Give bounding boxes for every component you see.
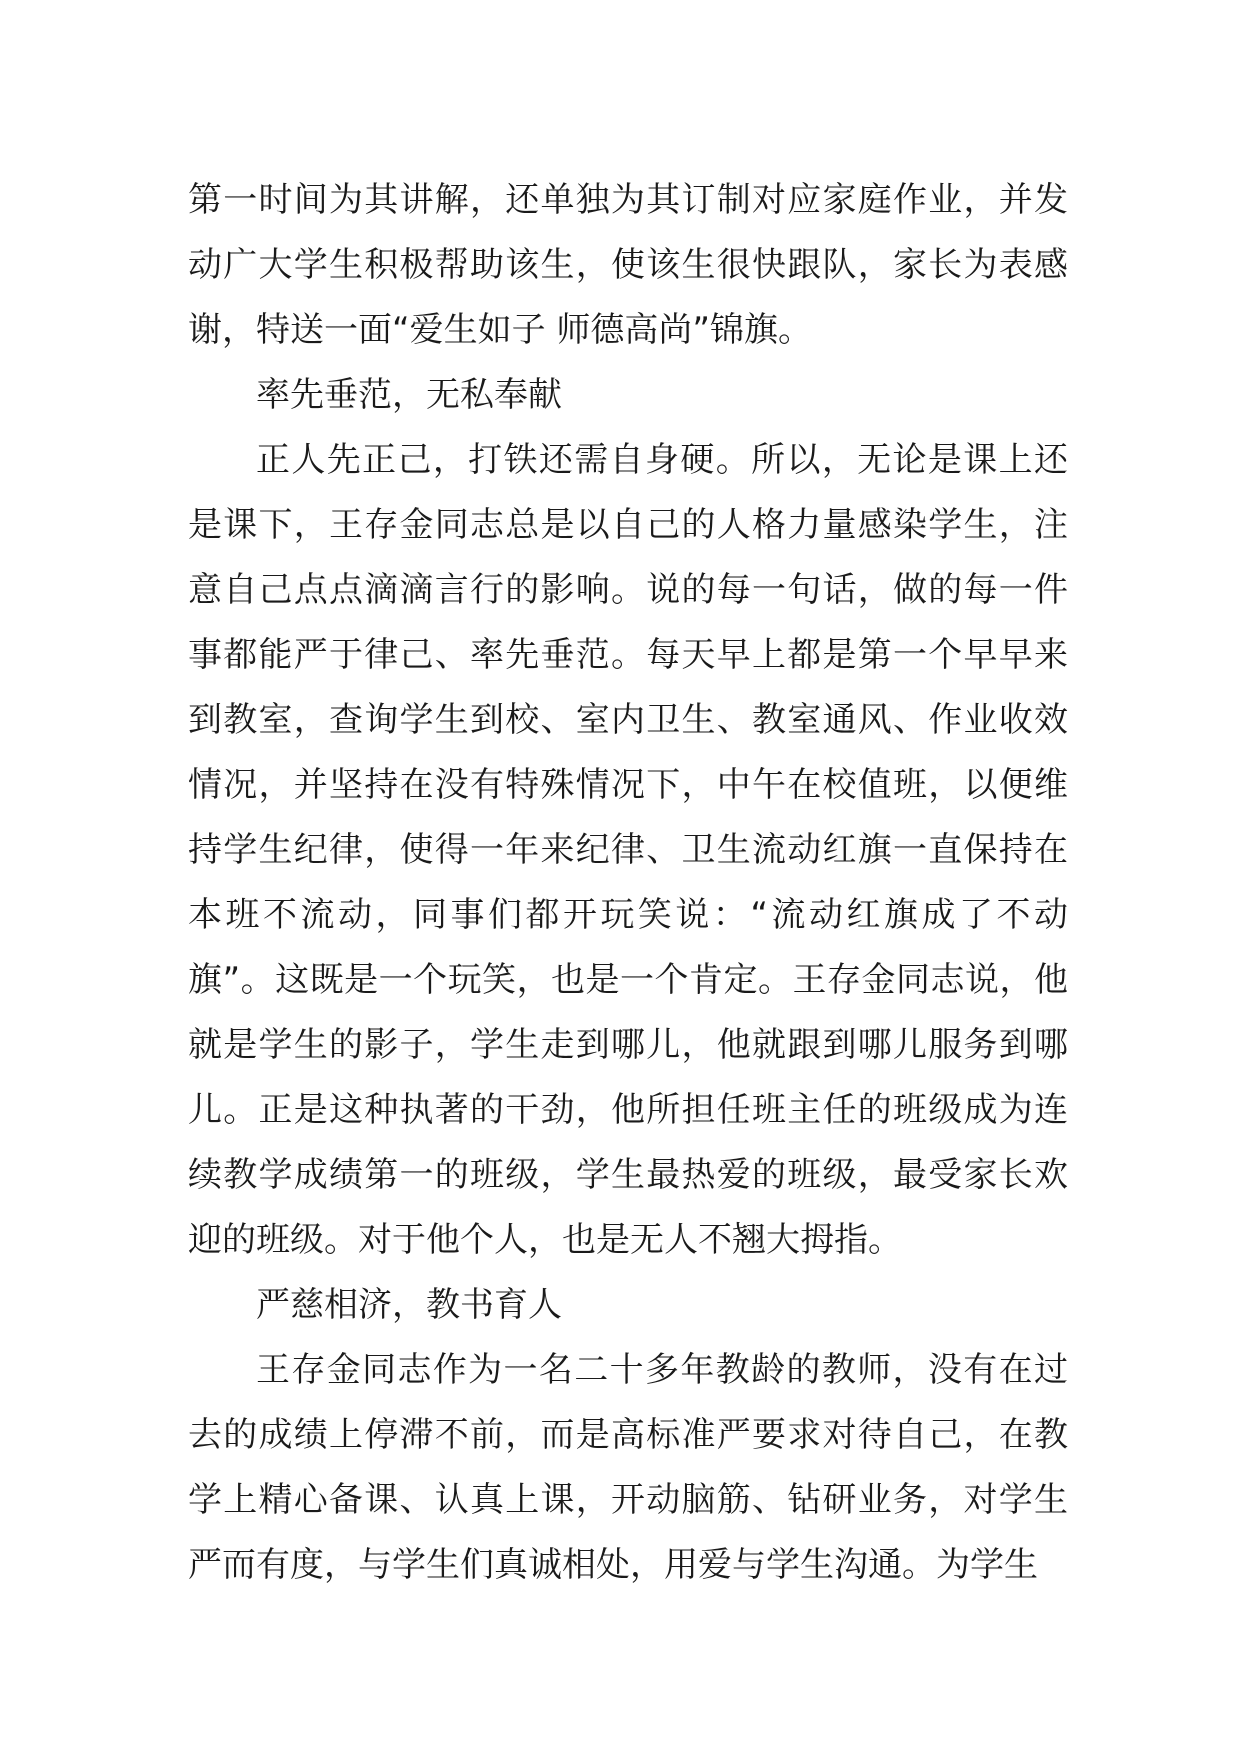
section-heading-strict-and-kind: 严慈相济，教书育人: [256, 1285, 562, 1325]
paragraph-continuation: 第一时间为其讲解，还单独为其订制对应家庭作业，并发动广大学生积极帮助该生，使该生很快跟队，家长为表感谢，特送一面“爱生如子 师德高尚”锦旗。: [188, 180, 1068, 350]
section-heading-lead-by-example: 率先垂范，无私奉献: [256, 375, 562, 415]
paragraph-lead-by-example: 正人先正己，打铁还需自身硬。所以，无论是课上还是课下，王存金同志总是以自己的人格力量感染学生，注意自己点点滴滴言行的影响。说的每一句话，做的每一件事都能严于律己、率先垂范。每天早上都是第一个早早来到教室，查询学生到校、室内卫生、教室通风、作业收效情况，并坚持在没有特殊情况下，中午在校值班，以便维持学生纪律，使得一年来纪律、卫生流动红旗一直保持在本班不流动，同事们都开玩笑说：“流动红旗成了不动旗”。这既是一个玩笑，也是一个肯定。王存金同志说，他就是学生的影子，学生走到哪儿，他就跟到哪儿服务到哪儿。正是这种执著的干劲，他所担任班主任的班级成为连续教学成绩第一的班级，学生最热爱的班级，最受家长欢迎的班级。对于他个人，也是无人不翘大拇指。: [188, 440, 1068, 1260]
document-body: [188, 168, 1068, 1598]
paragraph-strict-and-kind: 王存金同志作为一名二十多年教龄的教师，没有在过去的成绩上停滞不前，而是高标准严要求对待自己，在教学上精心备课、认真上课，开动脑筋、钻研业务，对学生严而有度，与学生们真诚相处，用爱与学生沟通。为学生: [188, 1350, 1068, 1585]
